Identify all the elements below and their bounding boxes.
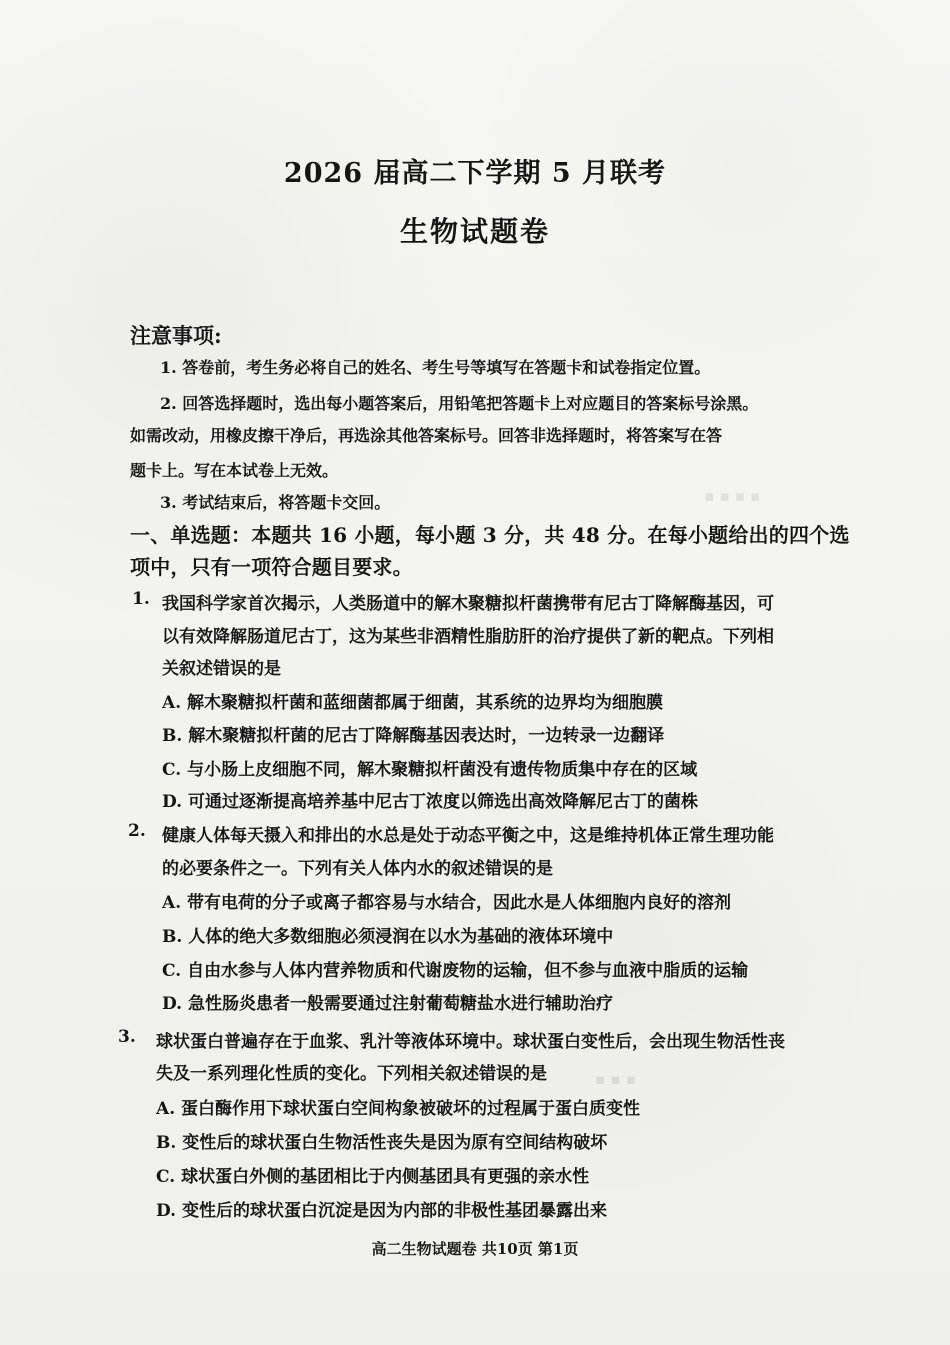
notice-heading: 注意事项: [130, 323, 222, 348]
answer-option: B. 解木聚糖拟杆菌的尼古丁降解酶基因表达时，一边转录一边翻译 [162, 726, 665, 746]
question-line: 我国科学家首次揭示，人类肠道中的解木聚糖拟杆菌携带有尼古丁降解酶基因，可 [162, 594, 774, 614]
question-number: 3. [118, 1027, 136, 1047]
page-footer: 高二生物试题卷 共10页 第1页 [371, 1240, 579, 1258]
background-ghost-text: ▪ ▪ ▪ [595, 1070, 636, 1088]
answer-option: B. 人体的绝大多数细胞必须浸润在以水为基础的液体环境中 [162, 927, 614, 947]
section-heading-line: 一、单选题：本题共 16 小题，每小题 3 分，共 48 分。在每小题给出的四个选 [130, 523, 850, 547]
answer-option: D. 变性后的球状蛋白沉淀是因为内部的非极性基团暴露出来 [156, 1201, 607, 1221]
answer-option: C. 与小肠上皮细胞不同，解木聚糖拟杆菌没有遗传物质集中存在的区域 [162, 760, 698, 780]
question-number: 2. [128, 821, 146, 841]
answer-option: C. 球状蛋白外侧的基团相比于内侧基团具有更强的亲水性 [156, 1167, 590, 1187]
answer-option: D. 可通过逐渐提高培养基中尼古丁浓度以筛选出高效降解尼古丁的菌株 [162, 792, 698, 812]
question-line: 健康人体每天摄入和排出的水总是处于动态平衡之中，这是维持机体正常生理功能 [162, 826, 774, 846]
notice-line: 题卡上。写在本试卷上无效。 [130, 461, 339, 480]
answer-option: A. 解木聚糖拟杆菌和蓝细菌都属于细菌，其系统的边界均为细胞膜 [162, 693, 664, 713]
question-line: 的必要条件之一。下列有关人体内水的叙述错误的是 [162, 859, 553, 879]
question-line: 失及一系列理化性质的变化。下列相关叙述错误的是 [156, 1064, 547, 1084]
question-number: 1. [132, 589, 150, 609]
exam-title: 2026 届高二下学期 5 月联考 [283, 158, 667, 189]
answer-option: B. 变性后的球状蛋白生物活性丧失是因为原有空间结构破坏 [156, 1133, 608, 1153]
answer-option: A. 蛋白酶作用下球状蛋白空间构象被破坏的过程属于蛋白质变性 [156, 1099, 641, 1119]
notice-line: 1. 答卷前，考生务必将自己的姓名、考生号等填写在答题卡和试卷指定位置。 [160, 358, 711, 377]
answer-option: A. 带有电荷的分子或离子都容易与水结合，因此水是人体细胞内良好的溶剂 [162, 893, 732, 913]
notice-line: 2. 回答选择题时，选出每小题答案后，用铅笔把答题卡上对应题目的答案标号涂黑。 [160, 394, 759, 413]
answer-option: D. 急性肠炎患者一般需要通过注射葡萄糖盐水进行辅助治疗 [162, 994, 613, 1014]
background-ghost-text: ▪ ▪ ▪ ▪ [704, 487, 761, 505]
section-heading-line: 项中，只有一项符合题目要求。 [130, 555, 413, 579]
notice-line: 如需改动，用橡皮擦干净后，再选涂其他答案标号。回答非选择题时，将答案写在答 [130, 426, 723, 445]
question-line: 关叙述错误的是 [162, 659, 281, 679]
question-line: 球状蛋白普遍存在于血浆、乳汁等液体环境中。球状蛋白变性后，会出现生物活性丧 [156, 1032, 785, 1052]
notice-line: 3. 考试结束后，将答题卡交回。 [160, 493, 391, 512]
question-line: 以有效降解肠道尼古丁，这为某些非酒精性脂肪肝的治疗提供了新的靶点。下列相 [162, 627, 774, 647]
answer-option: C. 自由水参与人体内营养物质和代谢废物的运输，但不参与血液中脂质的运输 [162, 961, 749, 981]
exam-subtitle: 生物试题卷 [399, 215, 550, 248]
